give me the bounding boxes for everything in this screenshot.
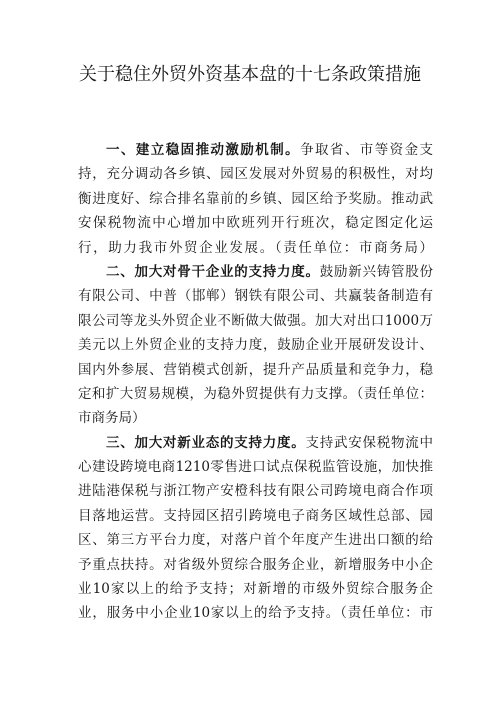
text-line: 目落地运营。支持园区招引跨境电子商务区域性总部、园 [78,507,433,524]
text-line: 区、第三方平台力度，对落户首个年度产生进出口额的给 [78,532,433,549]
text-line: 进陆港保税与浙江物产安橙科技有限公司跨境电商合作项 [78,483,433,500]
section-heading: 三、加大对新业态的支持力度。 [106,434,306,451]
section-2 [78,260,433,431]
text-line: 国内外参展、营销模式创新，提升产品质量和竞争力，稳 [78,361,433,378]
text-line: 业10家以上的给予支持；对新增的市级外贸综合服务企 [78,581,433,598]
section-heading: 一、建立稳固推动激励机制。 [106,142,301,158]
text-segment: 争取省、市等资金支 [300,142,434,158]
text-line: 业，服务中小企业10家以上的给予支持。（责任单位：市 [78,605,433,622]
text-line [78,260,433,284]
document-body [78,138,433,626]
text-line: 有限公司、中普（邯郸）钢铁有限公司、共赢装备制造有 [78,288,433,305]
document-title: 关于稳住外贸外资基本盘的十七条政策措施 [79,64,421,85]
text-segment: 支持武安保税物流中 [305,434,433,451]
text-line: 定和扩大贸易规模，为稳外贸提供有力支撑。（责任单位： [78,385,433,402]
text-line: 美元以上外贸企业的支持力度，鼓励企业开展研发设计、 [78,337,433,354]
text-line: 衡进度好、综合排名靠前的乡镇、园区给予奖励。推动武 [78,190,433,207]
text-line [78,431,433,455]
text-line: 行，助力我市外贸企业发展。（责任单位：市商务局） [78,239,433,256]
text-line: 限公司等龙头外贸企业不断做大做强。加大对出口1000万 [78,312,433,329]
text-line: 心建设跨境电商1210零售进口试点保税监管设施，加快推 [78,459,433,476]
section-heading: 二、加大对骨干企业的支持力度。 [106,263,320,280]
text-line [78,138,433,162]
text-line: 市商务局） [78,410,146,427]
text-line: 持，充分调动各乡镇、园区发展对外贸易的积极性，对均 [78,166,433,183]
section-1 [78,138,433,260]
text-line: 予重点扶持。对省级外贸综合服务企业，新增服务中小企 [78,556,433,573]
text-segment: 鼓励新兴铸管股份 [319,263,433,280]
section-3 [78,431,433,626]
text-line: 安保税物流中心增加中欧班列开行班次，稳定图定化运 [78,215,433,232]
